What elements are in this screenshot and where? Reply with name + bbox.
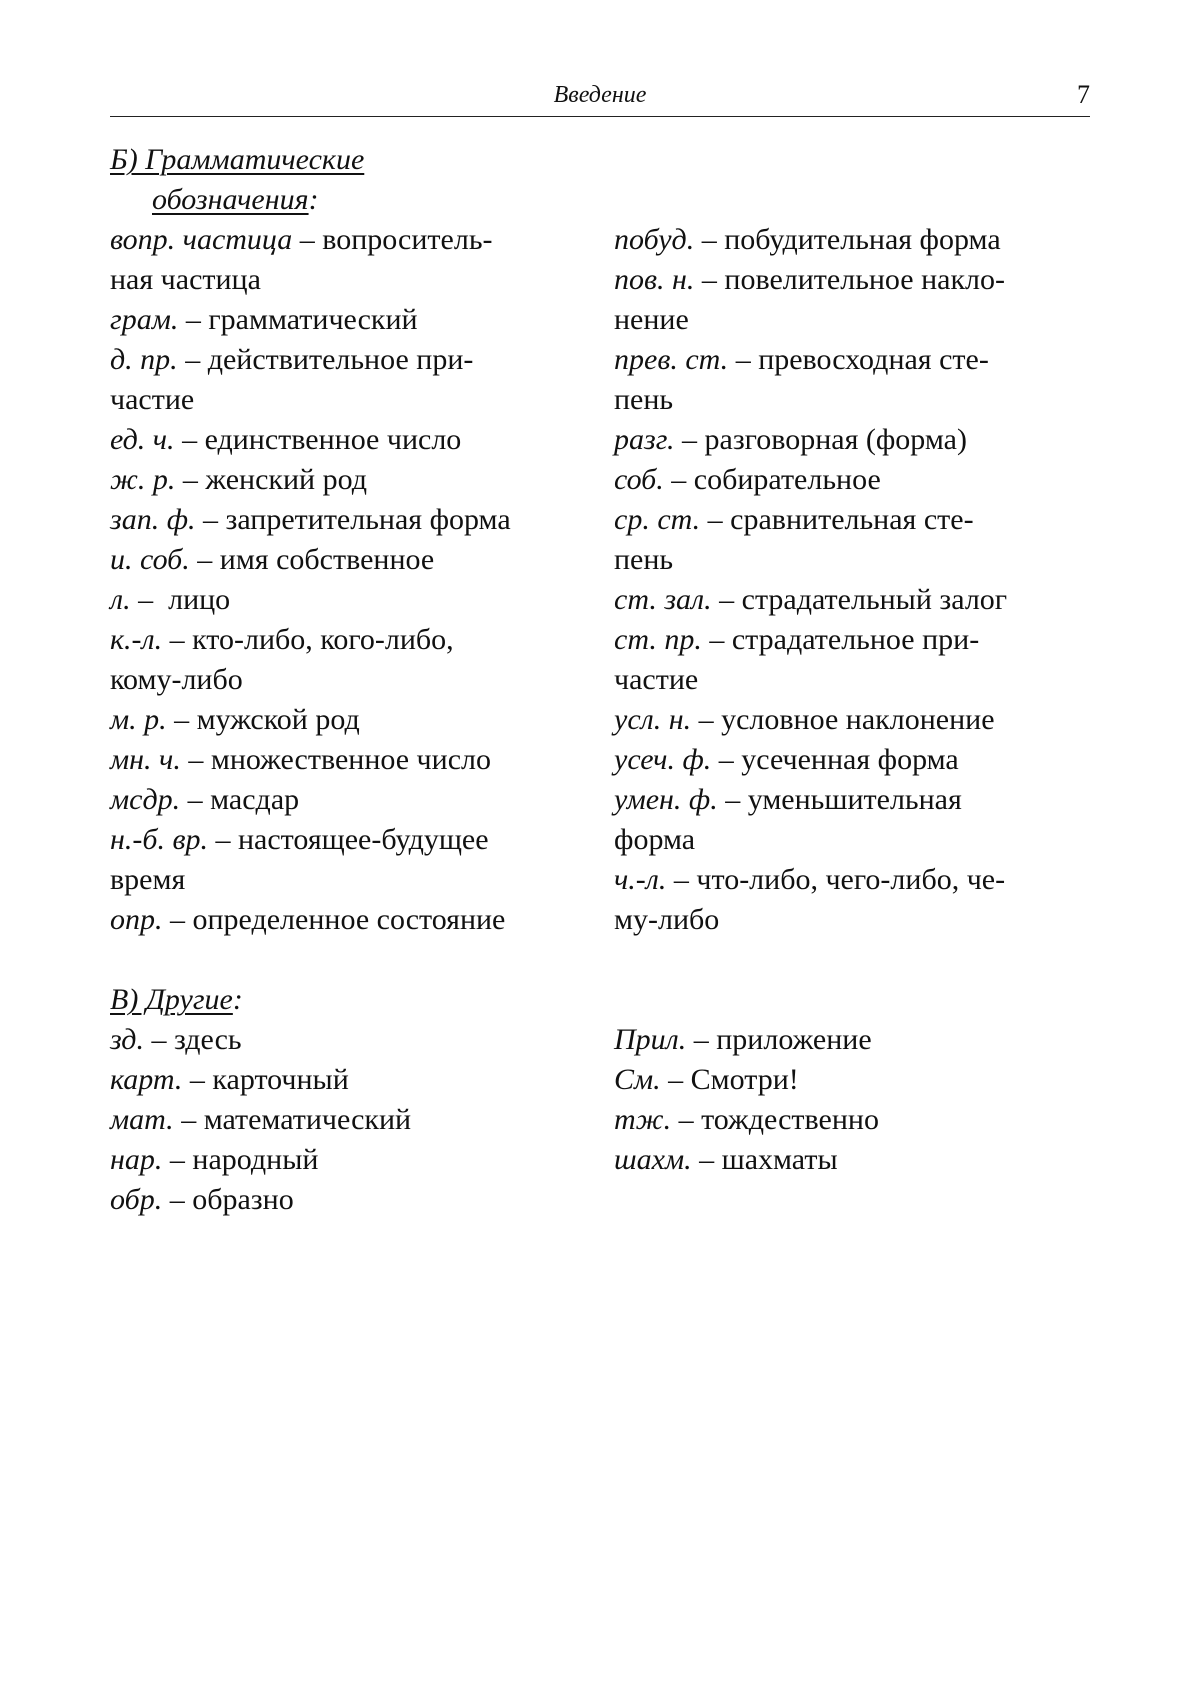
- definition: – здесь: [143, 1023, 242, 1056]
- definition: кому-либо: [110, 663, 243, 696]
- glossary-line: [614, 260, 1094, 300]
- glossary-line: [110, 340, 600, 380]
- glossary-line: [110, 620, 600, 660]
- definition: – математический: [173, 1103, 412, 1136]
- glossary-line: [614, 1020, 1094, 1060]
- abbreviation: мат.: [110, 1103, 174, 1136]
- abbreviation: Прил.: [614, 1023, 687, 1056]
- abbreviation: нар.: [110, 1143, 163, 1176]
- definition: – вопроситель-: [292, 223, 493, 256]
- definition: – собирательное: [663, 463, 881, 496]
- definition: – усеченная форма: [711, 743, 959, 776]
- glossary-line: [614, 300, 1094, 340]
- glossary-line: [614, 820, 1094, 860]
- definition: – действительное при-: [177, 343, 474, 376]
- definition: частие: [110, 383, 195, 416]
- section-c-left-column: [110, 1020, 600, 1220]
- abbreviation: ч.-л.: [614, 863, 667, 896]
- glossary-line: [110, 1180, 600, 1220]
- glossary-line: [110, 580, 600, 620]
- abbreviation: ж. р.: [110, 463, 176, 496]
- definition: – уменьшительная: [717, 783, 962, 816]
- definition: – мужской род: [166, 703, 360, 736]
- definition: – женский род: [175, 463, 368, 496]
- abbreviation: карт.: [110, 1063, 183, 1096]
- abbreviation: ст. пр.: [614, 623, 702, 656]
- glossary-line: [614, 660, 1094, 700]
- abbreviation: побуд.: [614, 223, 695, 256]
- definition: – определенное состояние: [162, 903, 506, 936]
- abbreviation: зап. ф.: [110, 503, 196, 536]
- glossary-line: [614, 340, 1094, 380]
- glossary-line: [614, 860, 1094, 900]
- abbreviation: мн. ч.: [110, 743, 181, 776]
- definition: – множественное число: [180, 743, 491, 776]
- definition: – кто-либо, кого-либо,: [162, 623, 454, 656]
- glossary-line: [614, 540, 1094, 580]
- glossary-line: [110, 500, 600, 540]
- abbreviation: грам.: [110, 303, 179, 336]
- glossary-line: [110, 900, 600, 940]
- definition: – приложение: [686, 1023, 872, 1056]
- glossary-line: [614, 580, 1094, 620]
- definition: – образно: [162, 1183, 294, 1216]
- glossary-line: [614, 380, 1094, 420]
- glossary-line: [110, 420, 600, 460]
- section-c-right-column: [614, 1020, 1094, 1180]
- glossary-line: [110, 1060, 600, 1100]
- glossary-line: [110, 780, 600, 820]
- glossary-line: [110, 1020, 600, 1060]
- abbreviation: к.-л.: [110, 623, 163, 656]
- abbreviation: шахм.: [614, 1143, 692, 1176]
- abbreviation: прев. ст.: [614, 343, 729, 376]
- abbreviation: обр.: [110, 1183, 163, 1216]
- glossary-line: [110, 820, 600, 860]
- definition: – единственное число: [174, 423, 462, 456]
- glossary-line: [614, 1060, 1094, 1100]
- definition: частие: [614, 663, 699, 696]
- glossary-line: [614, 620, 1094, 660]
- glossary-line: [614, 500, 1094, 540]
- definition: – масдар: [180, 783, 300, 816]
- definition: – сравнительная сте-: [700, 503, 974, 536]
- abbreviation: ср. ст.: [614, 503, 701, 536]
- running-header: [110, 82, 1090, 117]
- abbreviation: пов. н.: [614, 263, 695, 296]
- definition: – страдательный залог: [711, 583, 1008, 616]
- abbreviation: усл. н.: [614, 703, 692, 736]
- definition: – повелительное накло-: [694, 263, 1006, 296]
- definition: – народный: [162, 1143, 319, 1176]
- glossary-line: [614, 900, 1094, 940]
- section-b-left-column: [110, 220, 600, 940]
- section-b-heading: [110, 140, 364, 220]
- definition: нение: [614, 303, 689, 336]
- abbreviation: и. соб.: [110, 543, 190, 576]
- definition: – Смотри!: [660, 1063, 799, 1096]
- glossary-line: [110, 540, 600, 580]
- abbreviation: разг.: [614, 423, 675, 456]
- definition: пень: [614, 543, 674, 576]
- abbreviation: вопр. частица: [110, 223, 293, 256]
- section-c-heading-text: В) Другие: [110, 983, 233, 1016]
- glossary-line: [614, 740, 1094, 780]
- abbreviation: н.-б. вр.: [110, 823, 208, 856]
- abbreviation: л.: [110, 583, 131, 616]
- glossary-line: [110, 220, 600, 260]
- definition: пень: [614, 383, 674, 416]
- definition: ная частица: [110, 263, 261, 296]
- definition: – тождественно: [671, 1103, 879, 1136]
- glossary-line: [110, 660, 600, 700]
- section-b-heading-line2: обозначения: [152, 183, 309, 216]
- definition: – превосходная сте-: [728, 343, 989, 376]
- glossary-line: [110, 1100, 600, 1140]
- abbreviation: усеч. ф.: [614, 743, 712, 776]
- glossary-line: [614, 780, 1094, 820]
- section-c-heading: [110, 980, 243, 1020]
- abbreviation: тж.: [614, 1103, 672, 1136]
- definition: – побудительная форма: [694, 223, 1001, 256]
- abbreviation: умен. ф.: [614, 783, 718, 816]
- section-c-heading-colon: :: [232, 983, 243, 1016]
- abbreviation: ст. зал.: [614, 583, 712, 616]
- definition: – имя собственное: [189, 543, 435, 576]
- section-b-heading-colon: :: [308, 183, 319, 216]
- glossary-line: [110, 740, 600, 780]
- header-title: Введение: [553, 82, 647, 108]
- glossary-line: [614, 220, 1094, 260]
- definition: – лицо: [130, 583, 231, 616]
- glossary-line: [110, 700, 600, 740]
- glossary-line: [614, 1100, 1094, 1140]
- glossary-line: [110, 1140, 600, 1180]
- glossary-line: [614, 700, 1094, 740]
- abbreviation: д. пр.: [110, 343, 178, 376]
- definition: – условное наклонение: [691, 703, 995, 736]
- definition: время: [110, 863, 186, 896]
- glossary-line: [110, 300, 600, 340]
- glossary-line: [110, 860, 600, 900]
- abbreviation: м. р.: [110, 703, 167, 736]
- definition: – разговорная (форма): [674, 423, 967, 456]
- definition: – страдательное при-: [701, 623, 980, 656]
- glossary-line: [614, 1140, 1094, 1180]
- definition: – запретительная форма: [195, 503, 511, 536]
- section-b-heading-line1: Б) Грамматические: [110, 143, 365, 176]
- abbreviation: зд.: [110, 1023, 144, 1056]
- glossary-line: [110, 260, 600, 300]
- glossary-line: [110, 380, 600, 420]
- abbreviation: мсдр.: [110, 783, 181, 816]
- page-number: 7: [1077, 80, 1090, 109]
- definition: – что-либо, чего-либо, че-: [666, 863, 1006, 896]
- abbreviation: ед. ч.: [110, 423, 175, 456]
- definition: форма: [614, 823, 696, 856]
- definition: – шахматы: [691, 1143, 838, 1176]
- definition: – карточный: [182, 1063, 349, 1096]
- abbreviation: соб.: [614, 463, 664, 496]
- glossary-line: [110, 460, 600, 500]
- definition: му-либо: [614, 903, 720, 936]
- definition: – настоящее-будущее: [207, 823, 489, 856]
- glossary-line: [614, 420, 1094, 460]
- abbreviation: опр.: [110, 903, 163, 936]
- definition: – грамматический: [178, 303, 418, 336]
- glossary-line: [614, 460, 1094, 500]
- section-b-right-column: [614, 220, 1094, 940]
- abbreviation: См.: [614, 1063, 661, 1096]
